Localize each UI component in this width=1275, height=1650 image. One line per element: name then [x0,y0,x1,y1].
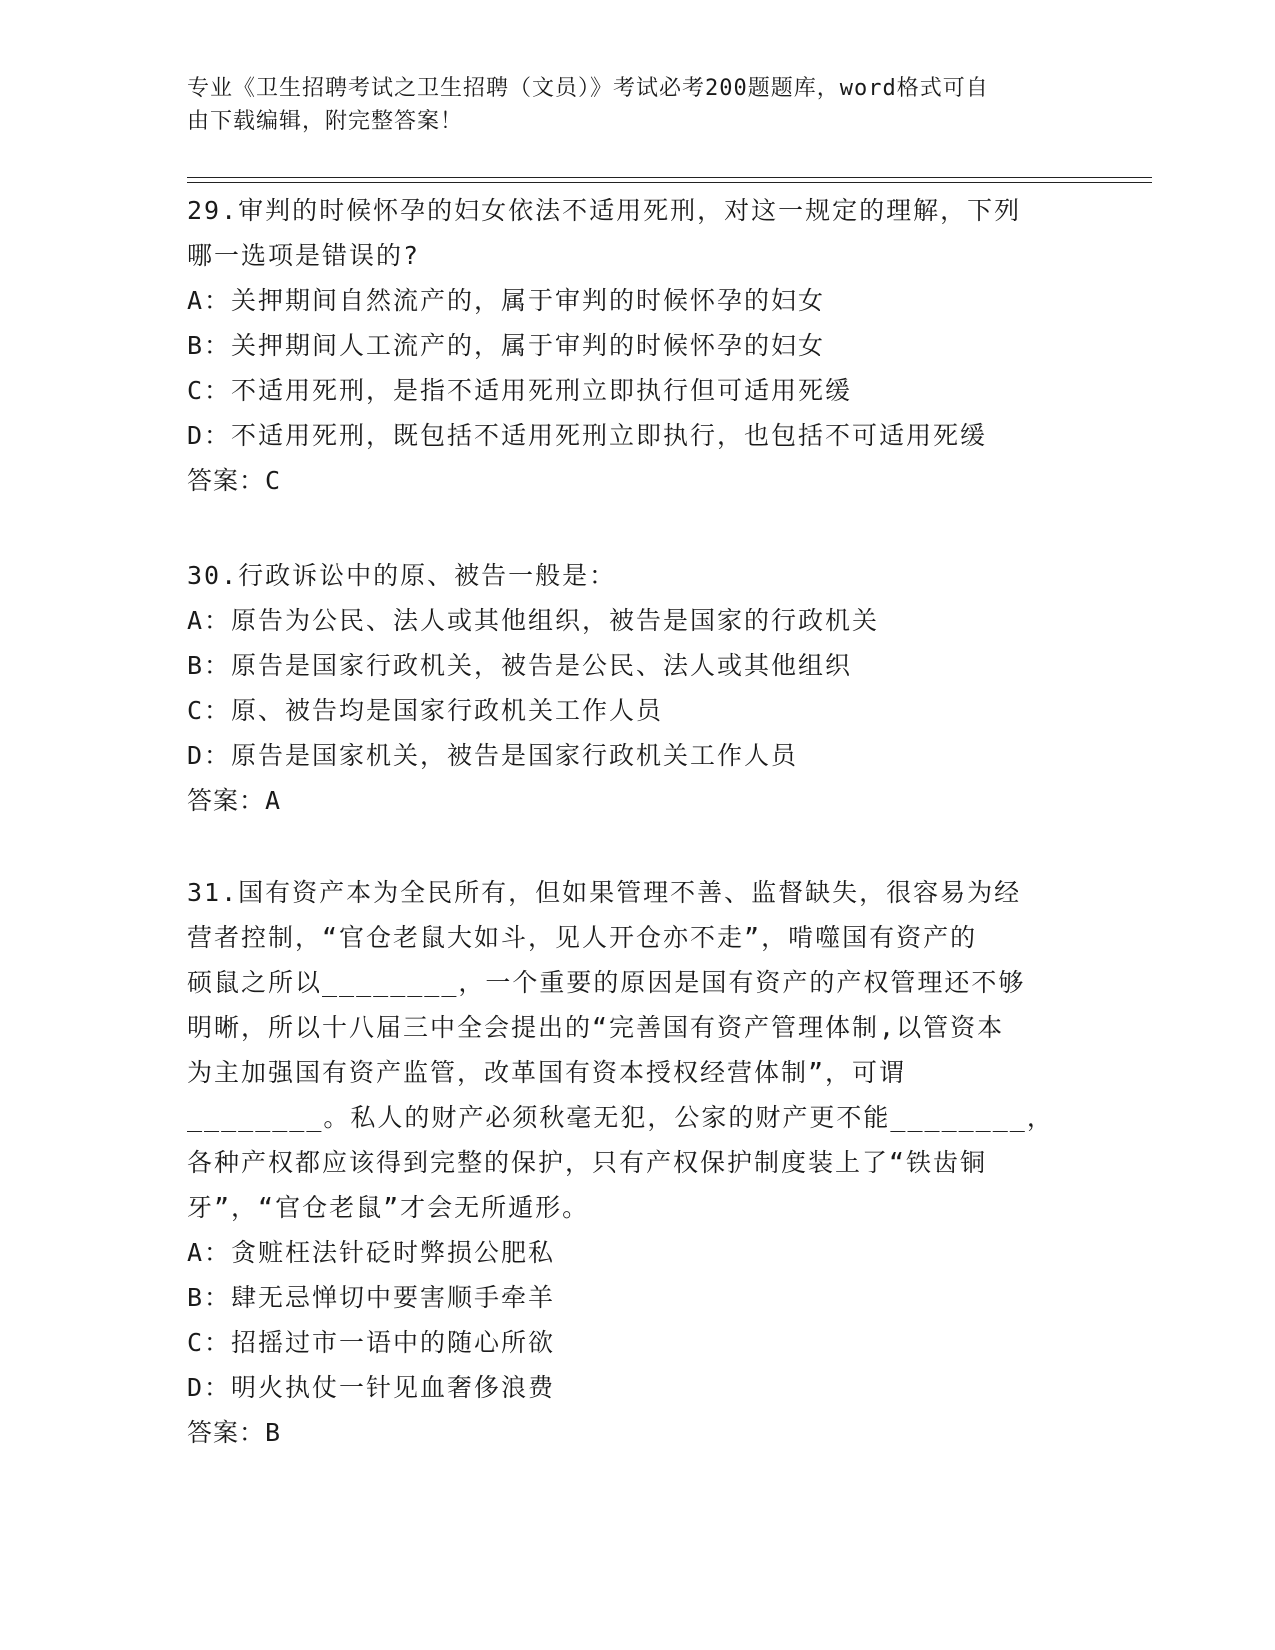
answer-label: 答案： [187,466,266,495]
option-c: C：不适用死刑，是指不适用死刑立即执行但可适用死缓 [187,376,853,405]
answer-value: B [265,1418,282,1447]
header-line: 专业《卫生招聘考试之卫生招聘（文员）》考试必考200题题库，word格式可自 [187,76,989,101]
option-a: A：原告为公民、法人或其他组织，被告是国家的行政机关 [187,606,880,635]
option-d: D：明火执仗一针见血奢侈浪费 [187,1373,556,1402]
question-stem-line: 牙”，“官仓老鼠”才会无所遁形。 [187,1193,590,1222]
option-b: B：肆无忌惮切中要害顺手牵羊 [187,1283,556,1312]
option-c: C：原、被告均是国家行政机关工作人员 [187,696,664,725]
question-stem-line: 各种产权都应该得到完整的保护，只有产权保护制度装上了“铁齿铜 [187,1148,988,1177]
question-stem-line: ________。私人的财产必须秋毫无犯，公家的财产更不能________， [187,1103,1054,1132]
answer-value: A [265,786,282,815]
question-stem-line: 哪一选项是错误的? [187,241,421,270]
question-stem-line: 31.国有资产本为全民所有，但如果管理不善、监督缺失，很容易为经 [187,878,1022,907]
option-d: D：不适用死刑，既包括不适用死刑立即执行，也包括不可适用死缓 [187,421,988,450]
question-29 [187,188,1087,503]
answer-label: 答案： [187,1418,266,1447]
answer-line [187,458,1087,503]
option-d: D：原告是国家机关，被告是国家行政机关工作人员 [187,741,799,770]
question-31 [187,870,1087,1455]
option-b: B：关押期间人工流产的，属于审判的时候怀孕的妇女 [187,331,826,360]
question-stem-line: 明晰，所以十八届三中全会提出的“完善国有资产管理体制,以管资本 [187,1013,1005,1042]
question-stem-line: 为主加强国有资产监管，改革国有资本授权经营体制”，可谓 [187,1058,907,1087]
option-c: C：招摇过市一语中的随心所欲 [187,1328,556,1357]
option-a: A：关押期间自然流产的，属于审判的时候怀孕的妇女 [187,286,826,315]
answer-value: C [265,466,282,495]
header-line: 由下载编辑，附完整答案！ [187,109,464,134]
answer-line [187,778,1087,823]
header-divider-top [187,177,1152,178]
question-stem-line: 硕鼠之所以________，一个重要的原因是国有资产的产权管理还不够 [187,968,1026,997]
answer-line [187,1410,1087,1455]
question-stem-line: 29.审判的时候怀孕的妇女依法不适用死刑，对这一规定的理解，下列 [187,196,1022,225]
question-30 [187,553,1087,823]
question-stem-line: 30.行政诉讼中的原、被告一般是： [187,561,617,590]
question-stem-line: 营者控制，“官仓老鼠大如斗，见人开仓亦不走”，啃噬国有资产的 [187,923,978,952]
option-b: B：原告是国家行政机关，被告是公民、法人或其他组织 [187,651,853,680]
answer-label: 答案： [187,786,266,815]
document-header [187,72,1087,138]
header-divider-bottom [187,182,1152,183]
option-a: A：贪赃枉法针砭时弊损公肥私 [187,1238,556,1267]
